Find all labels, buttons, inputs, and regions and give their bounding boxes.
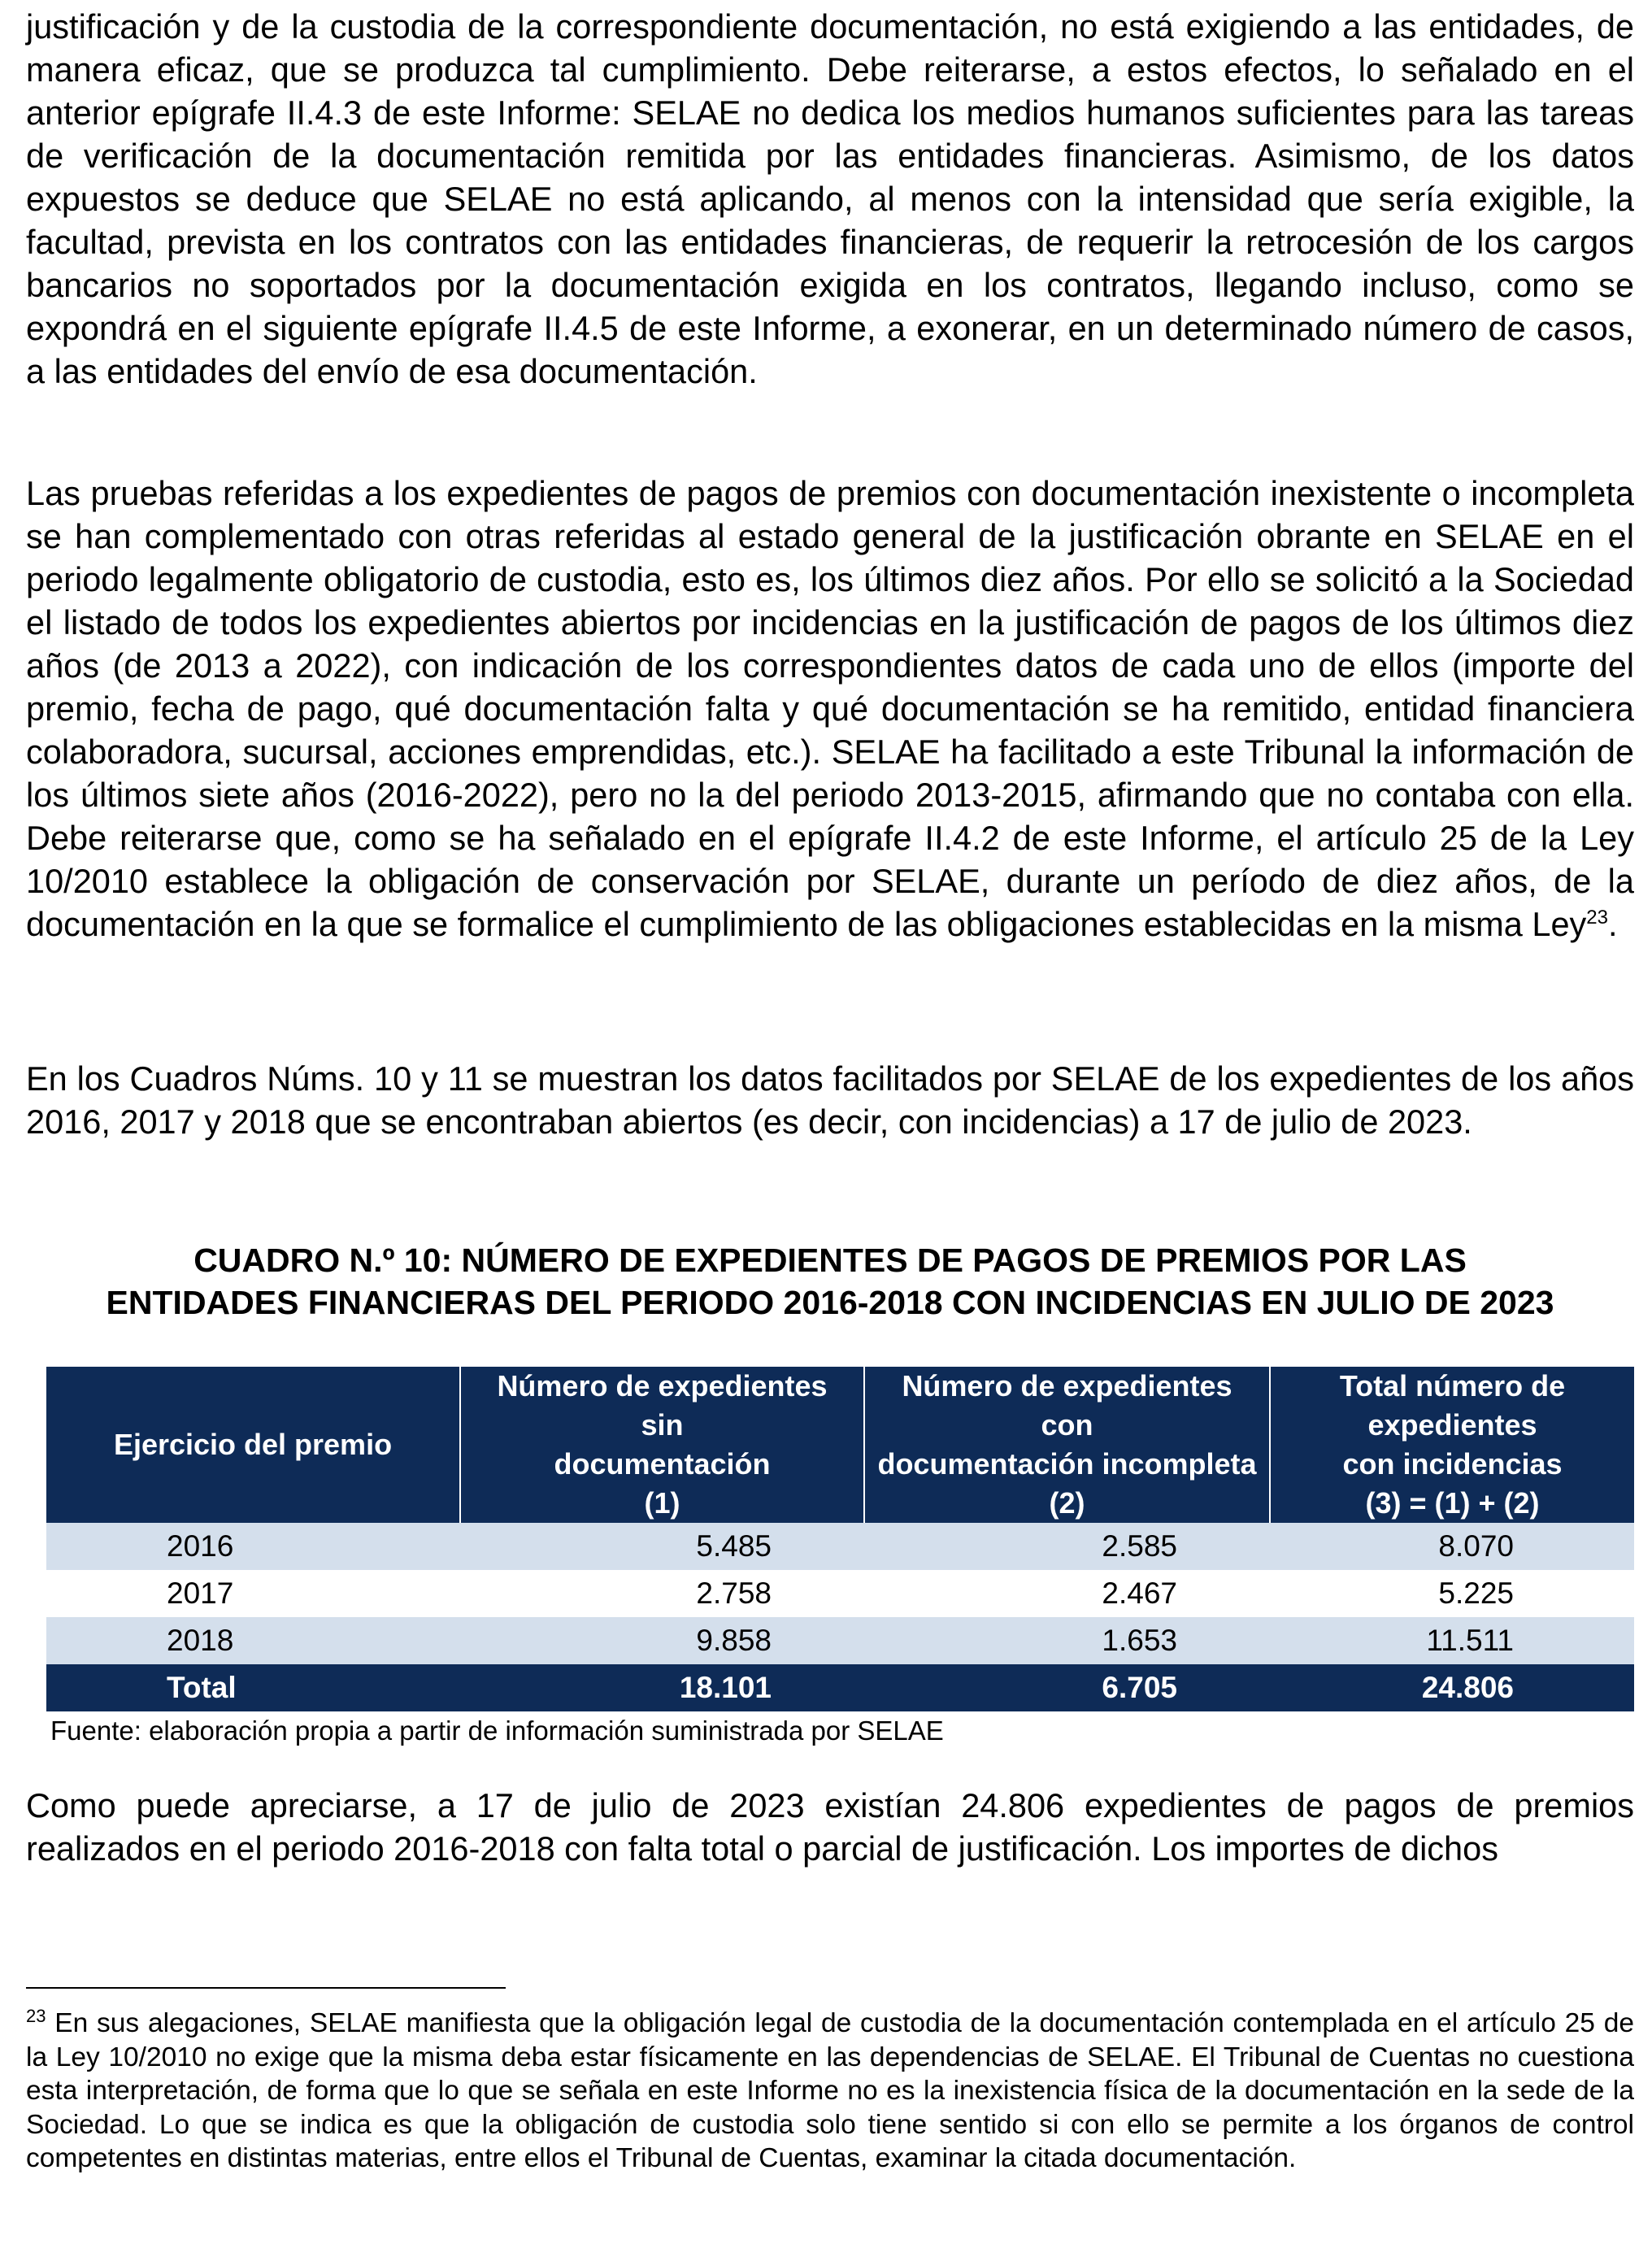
cell-total-label: Total xyxy=(46,1664,460,1711)
table-row xyxy=(46,1523,1634,1570)
cell-year: 2018 xyxy=(46,1617,460,1664)
header-sin-documentacion: Número de expedientes sin documentación (1) xyxy=(460,1367,864,1523)
cell-total-sin-doc: 18.101 xyxy=(460,1664,864,1711)
cell-sin-doc: 9.858 xyxy=(460,1617,864,1664)
table-caption xyxy=(26,1239,1634,1324)
cell-incompleta: 2.467 xyxy=(864,1570,1270,1617)
table-total-row xyxy=(46,1664,1634,1711)
cell-total-total: 24.806 xyxy=(1270,1664,1634,1711)
table-caption-line-1: CUADRO N.º 10: NÚMERO DE EXPEDIENTES DE PAGOS DE PREMIOS POR LAS xyxy=(193,1242,1467,1279)
paragraph-1: justificación y de la custodia de la correspondiente documentación, no está exigiendo a las entidades, de manera eficaz, que se produzca tal cumplimiento. Debe reiterarse, a estos efectos, lo señalado en el anterior epígrafe II.4.3 de este Informe: SELAE no dedica los medios humanos suficientes para las tareas de verificación de la documentación remitida por las entidades financieras. Asimismo, de los datos expuestos se deduce que SELAE no está aplicando, al menos con la intensidad que sería exigible, la facultad, prevista en los contratos con las entidades financieras, de requerir la retrocesión de los cargos bancarios no soportados por la documentación exigida en los contratos, llegando incluso, como se expondrá en el siguiente epígrafe II.4.5 de este Informe, a exonerar, en un determinado número de casos, a las entidades del envío de esa documentación. xyxy=(26,7,1634,390)
cell-total: 5.225 xyxy=(1270,1570,1634,1617)
footnote-number: 23 xyxy=(26,2005,46,2026)
cell-incompleta: 1.653 xyxy=(864,1617,1270,1664)
table-header-row xyxy=(46,1367,1634,1523)
paragraph-3: En los Cuadros Núms. 10 y 11 se muestran los datos facilitados por SELAE de los expedientes de los años 2016, 2017 y 2018 que se encontraban abiertos (es decir, con incidencias) a 17 de julio de 2023. xyxy=(26,1059,1634,1141)
footnote-text: En sus alegaciones, SELAE manifiesta que la obligación legal de custodia de la documentación contemplada en el artículo 25 de la Ley 10/2010 no exige que la misma deba estar físicamente en las dependencias de SELAE. El Tribunal de Cuentas no cuestiona esta interpretación, de forma que lo que se señala en este Informe no es la inexistencia física de la documentación en la sede de la Sociedad. Lo que se indica es que la obligación de custodia solo tiene sentido si con ello se permite a los órganos de control competentes en distintas materias, entre ellos el Tribunal de Cuentas, examinar la citada documentación. xyxy=(26,2008,1634,2173)
header-ejercicio: Ejercicio del premio xyxy=(46,1367,460,1523)
cuadro-10-table xyxy=(46,1367,1634,1711)
paragraph-2 xyxy=(26,472,1634,946)
table-caption-line-2: ENTIDADES FINANCIERAS DEL PERIODO 2016-2018 CON INCIDENCIAS EN JULIO DE 2023 xyxy=(106,1284,1554,1321)
cell-year: 2016 xyxy=(46,1523,460,1570)
footnote-ref-23[interactable]: 23 xyxy=(1586,907,1608,929)
header-total-incidencias: Total número de expedientes con incidencias (3) = (1) + (2) xyxy=(1270,1367,1634,1523)
footnote-divider xyxy=(26,1987,506,1989)
cell-total: 8.070 xyxy=(1270,1523,1634,1570)
cell-sin-doc: 2.758 xyxy=(460,1570,864,1617)
cell-incompleta: 2.585 xyxy=(864,1523,1270,1570)
footnote-23 xyxy=(26,2007,1634,2176)
paragraph-2-end: . xyxy=(1607,905,1618,943)
paragraph-2-text: Las pruebas referidas a los expedientes de pagos de premios con documentación inexistente o incompleta se han complementado con otras referidas al estado general de la justificación obrante en SELAE en el periodo legalmente obligatorio de custodia, esto es, los últimos diez años. Por ello se solicitó a la Sociedad el listado de todos los expedientes abiertos por incidencias en la justificación de pagos de los últimos diez años (de 2013 a 2022), con indicación de los correspondientes datos de cada uno de ellos (importe del premio, fecha de pago, qué documentación falta y qué documentación se ha remitido, entidad financiera colaboradora, sucursal, acciones emprendidas, etc.). SELAE ha facilitado a este Tribunal la información de los últimos siete años (2016-2022), pero no la del periodo 2013-2015, afirmando que no contaba con ella. Debe reiterarse que, como se ha señalado en el epígrafe II.4.2 de este Informe, el artículo 25 de la Ley 10/2010 establece la obligación de conservación por SELAE, durante un período de diez años, de la documentación en la que se formalice el cumplimiento de las obligaciones establecidas en la misma Ley xyxy=(26,474,1634,943)
cell-sin-doc: 5.485 xyxy=(460,1523,864,1570)
paragraph-4: Como puede apreciarse, a 17 de julio de 2023 existían 24.806 expedientes de pagos de premios realizados en el periodo 2016-2018 con falta total o parcial de justificación. Los importes de dichos xyxy=(26,1786,1634,1868)
table-row xyxy=(46,1570,1634,1617)
header-documentacion-incompleta: Número de expedientes con documentación incompleta (2) xyxy=(864,1367,1270,1523)
table-row xyxy=(46,1617,1634,1664)
cell-year: 2017 xyxy=(46,1570,460,1617)
cell-total: 11.511 xyxy=(1270,1617,1634,1664)
table-source: Fuente: elaboración propia a partir de información suministrada por SELAE xyxy=(50,1716,944,1746)
cell-total-incompleta: 6.705 xyxy=(864,1664,1270,1711)
